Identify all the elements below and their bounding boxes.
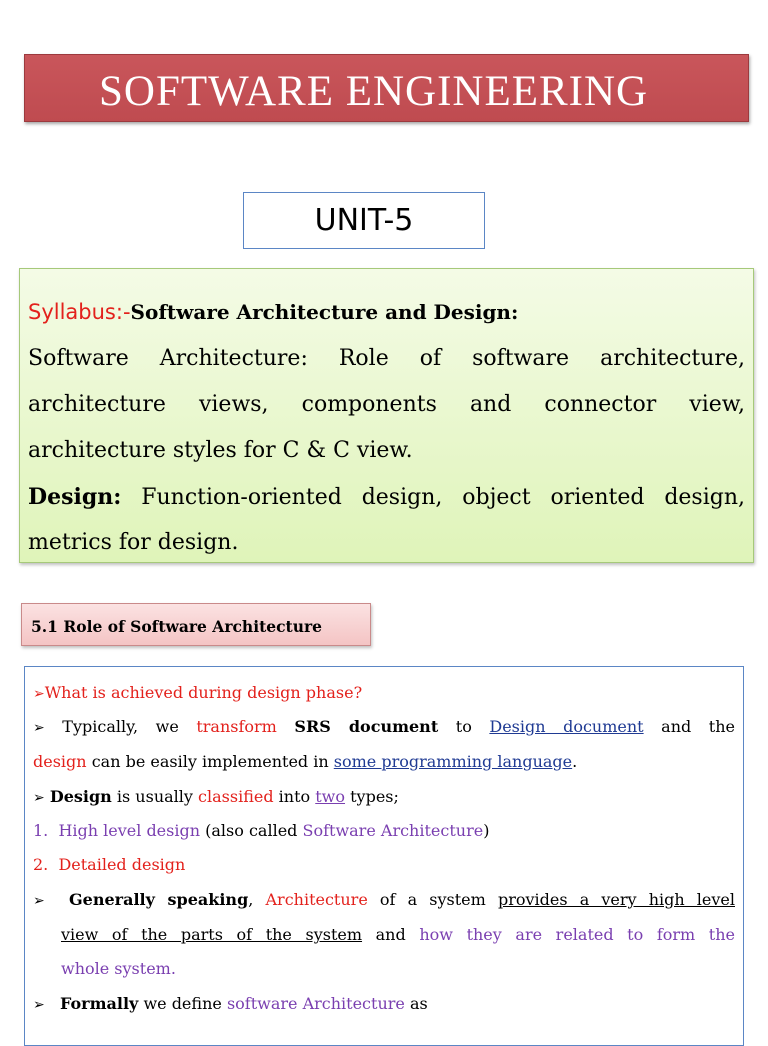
unit-label: UNIT-5 (314, 203, 414, 238)
text: into (278, 787, 311, 806)
word: of (419, 346, 442, 371)
text: Design document (489, 717, 644, 736)
text: and the (661, 717, 735, 736)
word: Architecture: (159, 346, 308, 371)
arrow-bullet-icon: ➢ (33, 790, 45, 806)
content-box (24, 666, 744, 1046)
text: we define (143, 994, 222, 1013)
word: Role (338, 346, 389, 371)
content-line-4 (33, 787, 735, 808)
text: , (248, 890, 254, 909)
syllabus-line-3: architecture styles for C & C view. (28, 438, 413, 463)
arrow-bullet-icon: ➢ (33, 997, 45, 1013)
syllabus-heading-line (28, 297, 745, 328)
text: . (572, 752, 578, 771)
syllabus-box (19, 268, 754, 563)
text: can be easily implemented in (91, 752, 329, 771)
word: and (469, 392, 512, 417)
content-line-10 (33, 994, 735, 1015)
section-heading: 5.1 Role of Software Architecture (31, 617, 323, 636)
content-line-7 (33, 890, 735, 911)
content-line-2 (33, 717, 735, 738)
list-number: 2. (33, 855, 49, 874)
word: architecture (28, 392, 166, 417)
text: Generally speaking (69, 890, 249, 909)
title-banner (24, 54, 749, 122)
word: connector (544, 392, 657, 417)
content-line-1 (33, 683, 735, 704)
content-line-9 (61, 959, 735, 979)
word: software (472, 346, 570, 371)
arrow-bullet-icon: ➢ (33, 893, 45, 909)
text: as (409, 994, 428, 1013)
text: Design (49, 787, 112, 806)
text: provides a very high level (497, 890, 735, 909)
word: views, (198, 392, 269, 417)
arrow-bullet-icon: ➢ (33, 686, 45, 702)
text: and (375, 925, 406, 944)
list-number: 1. (33, 821, 49, 840)
text: Software Architecture (302, 821, 484, 840)
syllabus-line-2 (28, 390, 745, 420)
text: SRS document (294, 717, 439, 736)
text: transform (196, 717, 277, 736)
text: Architecture (265, 890, 368, 909)
text: whole system. (61, 959, 176, 978)
text: Detailed design (58, 855, 186, 874)
text: (also called (205, 821, 298, 840)
text: types; (350, 787, 399, 806)
section-heading-box (21, 603, 371, 646)
question-text: What is achieved during design phase? (44, 683, 363, 702)
content-line-8 (61, 925, 735, 945)
content-list-item-1 (33, 821, 735, 841)
text: two (315, 787, 346, 806)
text: is usually (116, 787, 193, 806)
text: classified (198, 787, 274, 806)
text: High level design (58, 821, 201, 840)
text: Typically, we (62, 717, 179, 736)
arrow-bullet-icon: ➢ (33, 720, 45, 736)
word: Function-oriented (141, 485, 342, 510)
word: view, (689, 392, 745, 417)
word: design, (664, 485, 746, 510)
word: Software (28, 346, 129, 371)
design-label: Design: (28, 484, 122, 510)
text: ) (483, 821, 490, 840)
text: Formally (60, 994, 139, 1013)
text: view of the parts of the system (61, 925, 363, 944)
syllabus-heading: Software Architecture and Design: (130, 300, 519, 324)
word: design, (361, 485, 443, 510)
syllabus-label: Syllabus:- (28, 300, 131, 324)
text: to (455, 717, 472, 736)
content-line-3 (33, 752, 735, 772)
unit-box (243, 192, 485, 249)
text: some programming language (333, 752, 573, 771)
text: design (33, 752, 87, 771)
syllabus-line-1 (28, 344, 745, 374)
word: architecture, (600, 346, 745, 371)
word: components (301, 392, 437, 417)
word: object (462, 485, 531, 510)
syllabus-line-5: metrics for design. (28, 530, 239, 555)
word: oriented (550, 485, 645, 510)
page-title: SOFTWARE ENGINEERING (99, 68, 649, 115)
syllabus-line-4 (28, 482, 745, 513)
content-list-item-2 (33, 855, 735, 875)
text: of a system (379, 890, 486, 909)
text: how they are related to form the (419, 925, 736, 944)
text: software Architecture (226, 994, 405, 1013)
